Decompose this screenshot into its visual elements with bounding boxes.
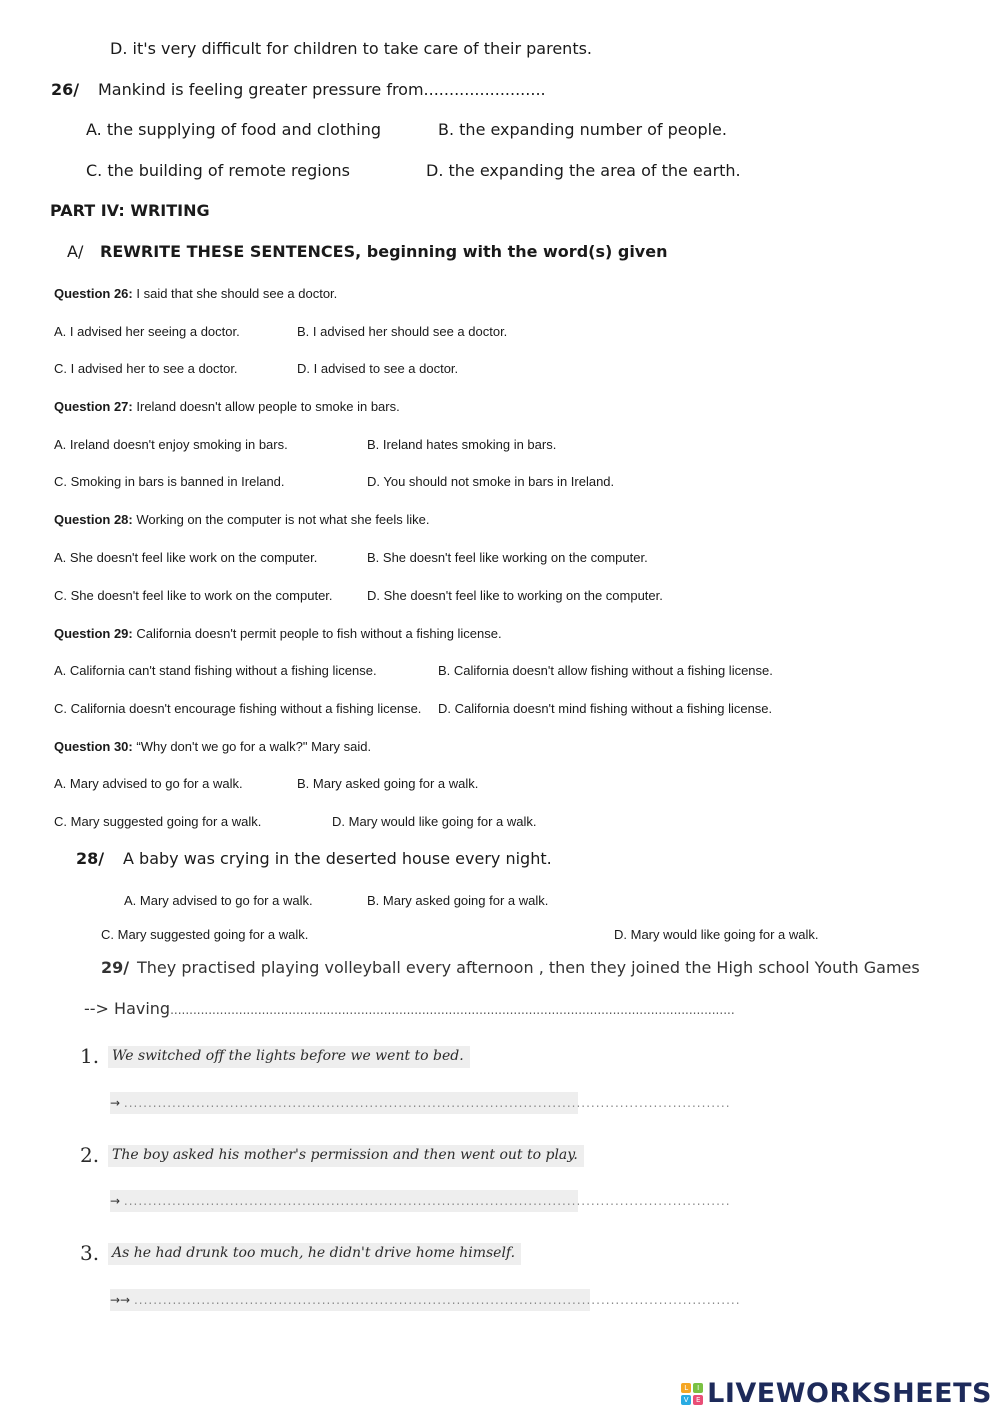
q28b-choice-c[interactable]: C. Mary suggested going for a walk. [101, 927, 309, 942]
question-text: California doesn't permit people to fish without a fishing license. [136, 626, 502, 641]
q29b-number: 29/ [101, 958, 130, 977]
question-label: Question 30: [54, 739, 133, 754]
q26-choice-c[interactable]: C. I advised her to see a doctor. [54, 361, 238, 376]
arrow-icon: → [110, 1096, 121, 1110]
q29b-stem: They practised playing volleyball every afternoon , then they joined the High school Youth Games [137, 958, 920, 977]
arrow-icon: →→ [110, 1293, 131, 1307]
q25-option-d: D. it's very difficult for children to take care of their parents. [110, 39, 593, 58]
q26-choice-b[interactable]: B. I advised her should see a doctor. [297, 324, 508, 339]
q28b-choice-b[interactable]: B. Mary asked going for a walk. [367, 893, 549, 908]
answer-dots: .............................................................................................................................. [133, 1293, 741, 1307]
question-30 [54, 739, 371, 754]
q26-option-b[interactable]: B. the expanding number of people. [438, 120, 727, 139]
question-label: Question 27: [54, 399, 133, 414]
liveworksheets-watermark [681, 1378, 992, 1409]
answer-dots: .............................................................................................................................. [123, 1194, 731, 1208]
liveworksheets-logo-icon [681, 1383, 703, 1405]
logo-tile: E [693, 1395, 703, 1405]
question-label: Question 26: [54, 286, 133, 301]
q27-choice-a[interactable]: A. Ireland doesn't enjoy smoking in bars. [54, 437, 288, 452]
q26-number: 26/ [51, 80, 80, 99]
q29-choice-c[interactable]: C. California doesn't encourage fishing without a fishing license. [54, 701, 422, 716]
q30-choice-a[interactable]: A. Mary advised to go for a walk. [54, 776, 243, 791]
q29-choice-b[interactable]: B. California doesn't allow fishing without a fishing license. [438, 663, 773, 678]
rewrite-1-number: 1. [80, 1044, 100, 1068]
answer-dots: .............................................................................................................................. [123, 1096, 731, 1110]
q26-choice-d[interactable]: D. I advised to see a doctor. [297, 361, 459, 376]
rewrite-1-sentence: We switched off the lights before we went to bed. [108, 1046, 470, 1068]
q26-stem: Mankind is feeling greater pressure from........................ [98, 80, 546, 99]
q29-choice-d[interactable]: D. California doesn't mind fishing without a fishing license. [438, 701, 773, 716]
q26-option-c[interactable]: C. the building of remote regions [86, 161, 350, 180]
q30-choice-c[interactable]: C. Mary suggested going for a walk. [54, 814, 262, 829]
rewrite-1-answer-field[interactable] [110, 1092, 731, 1114]
q28b-stem: A baby was crying in the deserted house every night. [123, 849, 552, 868]
rewrite-3-answer-field[interactable] [110, 1289, 741, 1311]
question-label: Question 28: [54, 512, 133, 527]
q27-choice-c[interactable]: C. Smoking in bars is banned in Ireland. [54, 474, 285, 489]
logo-tile: V [681, 1395, 691, 1405]
q29b-answer-line[interactable] [84, 999, 735, 1018]
q28b-number: 28/ [76, 849, 105, 868]
watermark-text: LIVEWORKSHEETS [707, 1378, 992, 1409]
q30-choice-d[interactable]: D. Mary would like going for a walk. [332, 814, 537, 829]
q29b-answer-prefix: --> Having [84, 999, 171, 1018]
rewrite-3-sentence: As he had drunk too much, he didn't drive home himself. [108, 1243, 521, 1265]
rewrite-2-number: 2. [80, 1143, 100, 1167]
question-29 [54, 626, 502, 641]
part-iv-heading: PART IV: WRITING [50, 201, 210, 220]
q27-choice-b[interactable]: B. Ireland hates smoking in bars. [367, 437, 557, 452]
q28b-choice-d[interactable]: D. Mary would like going for a walk. [614, 927, 819, 942]
question-26 [54, 286, 337, 301]
question-28 [54, 512, 430, 527]
section-a-prefix: A/ [67, 242, 84, 261]
question-label: Question 29: [54, 626, 133, 641]
question-27 [54, 399, 400, 414]
q28-choice-b[interactable]: B. She doesn't feel like working on the computer. [367, 550, 648, 565]
q29-choice-a[interactable]: A. California can't stand fishing without a fishing license. [54, 663, 377, 678]
logo-tile: I [693, 1383, 703, 1393]
rewrite-3-number: 3. [80, 1241, 100, 1265]
q29b-answer-dots: .................................................................................................................................................... [170, 1003, 735, 1017]
q26-option-d[interactable]: D. the expanding the area of the earth. [426, 161, 741, 180]
q30-choice-b[interactable]: B. Mary asked going for a walk. [297, 776, 479, 791]
q28-choice-a[interactable]: A. She doesn't feel like work on the computer. [54, 550, 318, 565]
rewrite-2-sentence: The boy asked his mother's permission and then went out to play. [108, 1145, 584, 1167]
q28b-choice-a[interactable]: A. Mary advised to go for a walk. [124, 893, 313, 908]
q26-option-a[interactable]: A. the supplying of food and clothing [86, 120, 382, 139]
arrow-icon: → [110, 1194, 121, 1208]
logo-tile: L [681, 1383, 691, 1393]
q27-choice-d[interactable]: D. You should not smoke in bars in Ireland. [367, 474, 615, 489]
question-text: Ireland doesn't allow people to smoke in bars. [136, 399, 400, 414]
section-a-heading: REWRITE THESE SENTENCES, beginning with the word(s) given [100, 242, 668, 261]
q28-choice-d[interactable]: D. She doesn't feel like to working on the computer. [367, 588, 663, 603]
question-text: Working on the computer is not what she feels like. [136, 512, 430, 527]
q26-choice-a[interactable]: A. I advised her seeing a doctor. [54, 324, 240, 339]
rewrite-2-answer-field[interactable] [110, 1190, 731, 1212]
question-text: I said that she should see a doctor. [136, 286, 338, 301]
question-text: “Why don't we go for a walk?" Mary said. [136, 739, 372, 754]
q28-choice-c[interactable]: C. She doesn't feel like to work on the computer. [54, 588, 333, 603]
